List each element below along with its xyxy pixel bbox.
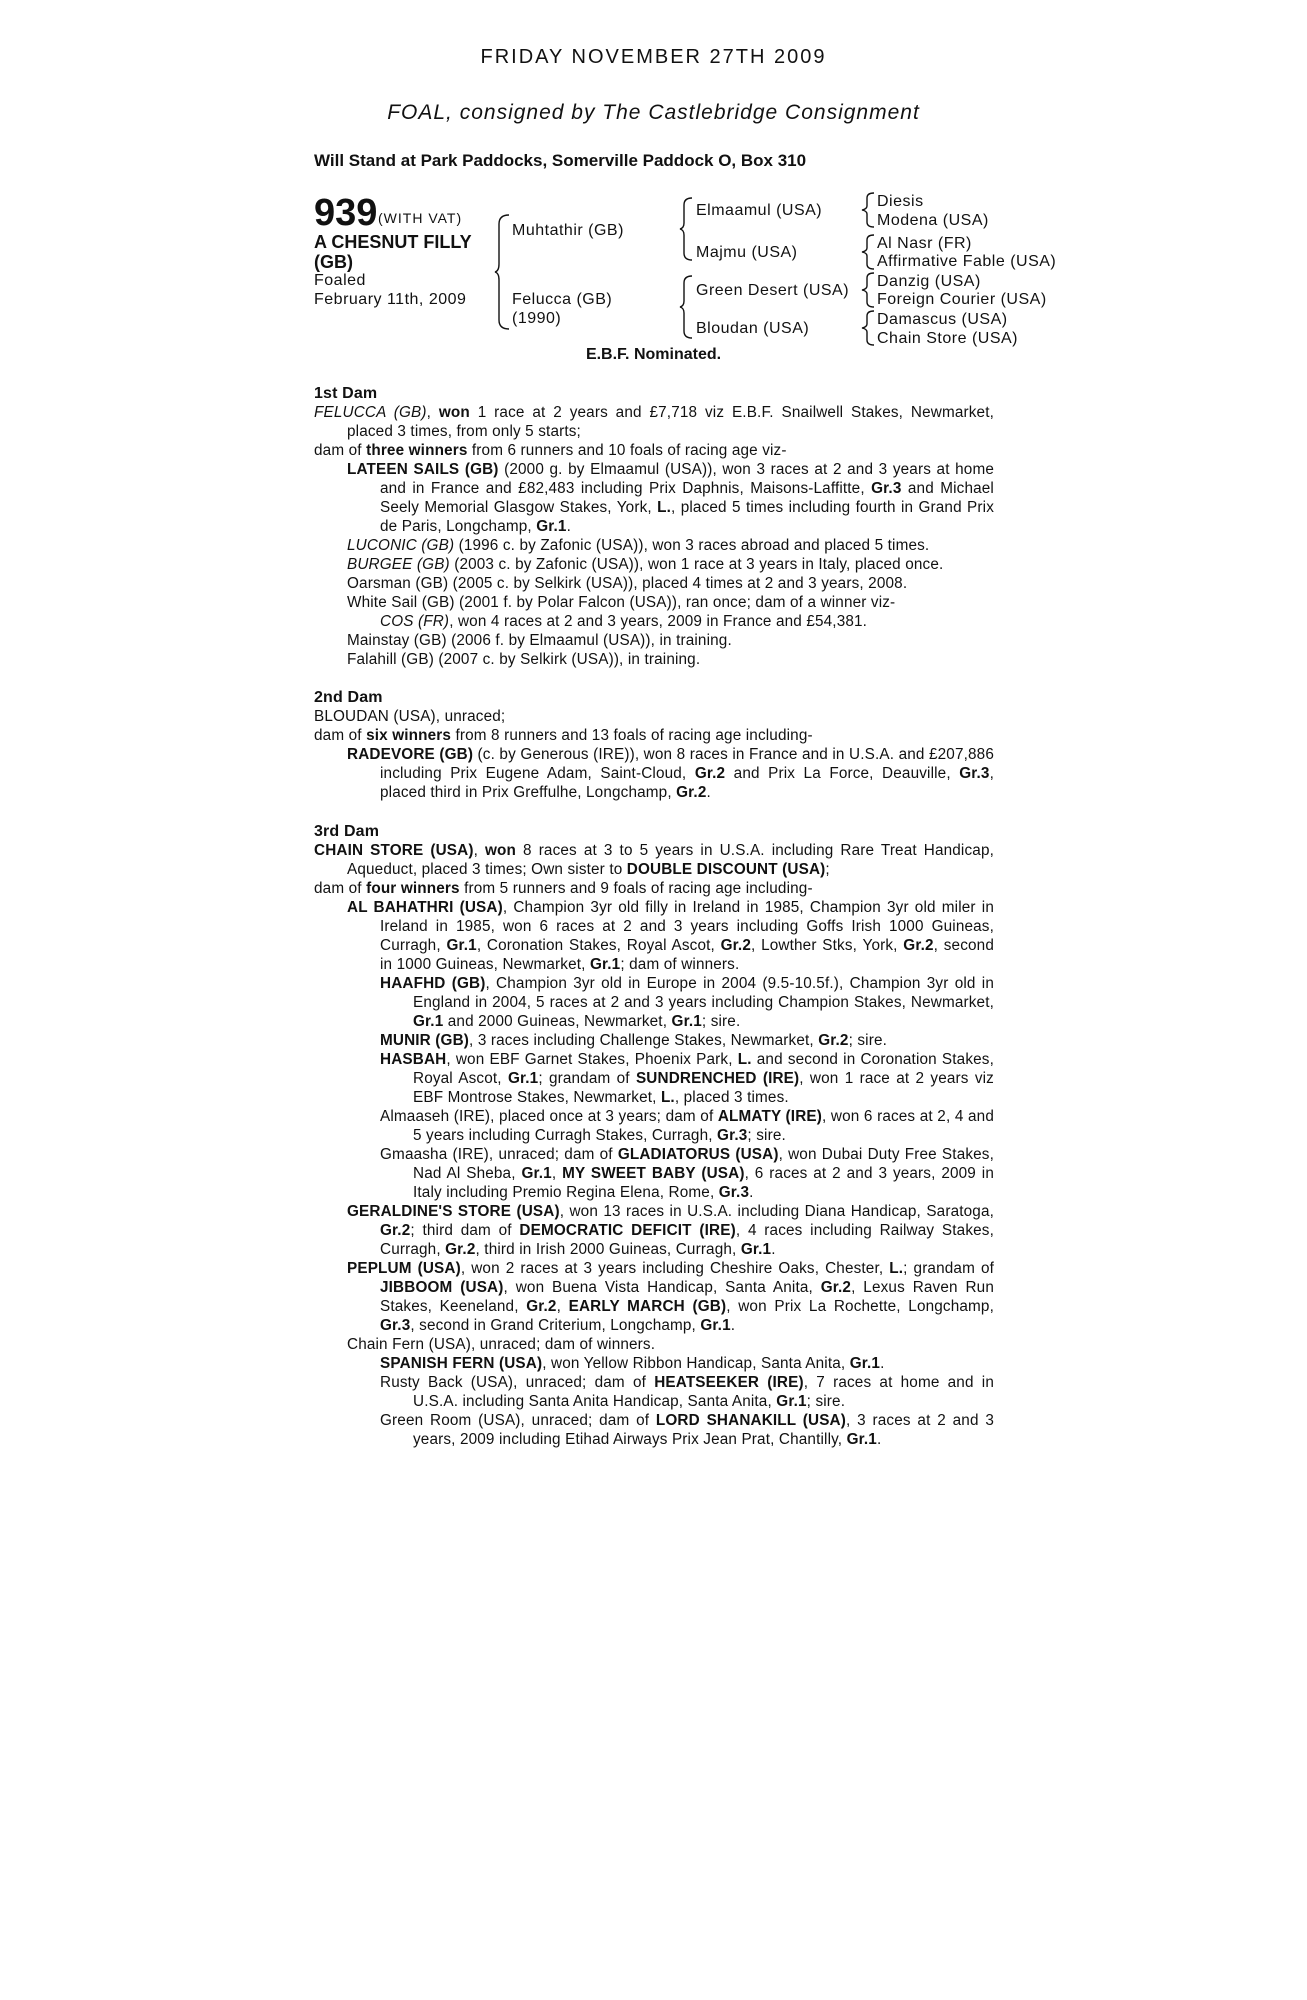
first-dam-heading: 1st Dam: [314, 385, 378, 402]
ancestor-ddd: Chain Store (USA): [877, 330, 1018, 347]
produce-haafhd: HAAFHD (GB), Champion 3yr old in Europe in 2004 (9.5-10.5f.), Champion 3yr old in England in 2004, 5 races at 2 and 3 years including Champion Stakes, Newmarket, Gr.1 and 2000 Guineas, Newmarket, Gr.1; sire.: [380, 975, 994, 1030]
produce-munir: MUNIR (GB), 3 races including Challenge Stakes, Newmarket, Gr.2; sire.: [380, 1032, 888, 1049]
produce-radevore: RADEVORE (GB) (c. by Generous (IRE)), won 8 races in France and in U.S.A. and £207,886 including Prix Eugene Adam, Saint-Cloud, Gr.2 and Prix La Force, Deauville, Gr.3, placed third in Prix Greffulhe, Longchamp, Gr.2.: [347, 746, 994, 801]
dam-sire: Green Desert (USA): [696, 282, 850, 299]
ancestor-sdd: Affirmative Fable (USA): [877, 253, 1057, 270]
first-dam-produce: dam of three winners from 6 runners and 10 foals of racing age viz-: [314, 442, 787, 459]
third-dam-record: CHAIN STORE (USA), won 8 races at 3 to 5 years in U.S.A. including Rare Treat Handicap, Aqueduct, placed 3 times; Own sister to DOUBLE DISCOUNT (USA);: [314, 842, 994, 878]
produce-hasbah: HASBAH, won EBF Garnet Stakes, Phoenix Park, L. and second in Coronation Stakes, Royal Ascot, Gr.1; grandam of SUNDRENCHED (IRE), won 1 race at 2 years viz EBF Montrose Stakes, Newmarket, L., placed 3 times.: [380, 1051, 994, 1106]
first-dam-record: FELUCCA (GB), won 1 race at 2 years and £7,718 viz E.B.F. Snailwell Stakes, Newmarket, placed 3 times, from only 5 starts;: [314, 404, 994, 440]
produce-almaaseh: Almaaseh (IRE), placed once at 3 years; dam of ALMATY (IRE), won 6 races at 2, 4 and 5 years including Curragh Stakes, Curragh, Gr.3; sire.: [380, 1108, 994, 1144]
ancestor-ssd: Modena (USA): [877, 212, 989, 229]
produce-cos: COS (FR), won 4 races at 2 and 3 years, 2009 in France and £54,381.: [380, 613, 868, 630]
consignor-line: FOAL, consigned by The Castlebridge Consignment: [387, 101, 920, 124]
sire-name: Muhtathir (GB): [512, 222, 624, 239]
produce-luconic: LUCONIC (GB) (1996 c. by Zafonic (USA)), won 3 races abroad and placed 5 times.: [347, 537, 930, 554]
produce-al-bahathri: AL BAHATHRI (USA), Champion 3yr old filly in Ireland in 1985, Champion 3yr old miler in Ireland in 1985, won 6 races at 2 and 3 years including Goffs Irish 1000 Guineas, Curragh, Gr.1, Coronation Stakes, Royal Ascot, Gr.2, Lowther Stks, York, Gr.2, second in 1000 Guineas, Newmarket, Gr.1; dam of winners.: [347, 899, 995, 973]
sale-date: FRIDAY NOVEMBER 27TH 2009: [480, 46, 827, 68]
lot-number: 939: [314, 192, 378, 234]
sire-sire: Elmaamul (USA): [696, 202, 823, 219]
second-dam-produce: dam of six winners from 8 runners and 13 foals of racing age including-: [314, 727, 813, 744]
third-dam-heading: 3rd Dam: [314, 823, 380, 840]
produce-mainstay: Mainstay (GB) (2006 f. by Elmaamul (USA)), in training.: [347, 632, 732, 649]
produce-chain-fern: Chain Fern (USA), unraced; dam of winners.: [347, 1336, 656, 1353]
produce-white-sail: White Sail (GB) (2001 f. by Polar Falcon (USA)), ran once; dam of a winner viz-: [347, 594, 896, 611]
pedigree-bracket-dam: [680, 275, 694, 339]
produce-burgee: BURGEE (GB) (2003 c. by Zafonic (USA)), won 1 race at 3 years in Italy, placed once.: [347, 556, 944, 573]
ancestor-dsd: Foreign Courier (USA): [877, 291, 1047, 308]
produce-falahill: Falahill (GB) (2007 c. by Selkirk (USA)), in training.: [347, 651, 701, 668]
pedigree-bracket-sire: [680, 197, 694, 261]
ancestor-sds: Al Nasr (FR): [877, 235, 972, 252]
stand-location: Will Stand at Park Paddocks, Somerville Paddock O, Box 310: [314, 151, 807, 170]
dam-dam: Bloudan (USA): [696, 320, 810, 337]
sire-dam: Majmu (USA): [696, 244, 798, 261]
vat-note: (WITH VAT): [378, 210, 463, 226]
ancestor-sss: Diesis: [877, 193, 924, 210]
second-dam-record: BLOUDAN (USA), unraced;: [314, 708, 506, 725]
produce-lateen-sails: LATEEN SAILS (GB) (2000 g. by Elmaamul (USA)), won 3 races at 2 and 3 years at home and in France and £82,483 including Prix Daphnis, Maisons-Laffitte, Gr.3 and Michael Seely Memorial Glasgow Stakes, York, L., placed 5 times including fourth in Grand Prix de Paris, Longchamp, Gr.1.: [347, 461, 994, 535]
dam-name: Felucca (GB): [512, 291, 613, 308]
produce-gmaasha: Gmaasha (IRE), unraced; dam of GLADIATORUS (USA), won Dubai Duty Free Stakes, Nad Al Sheba, Gr.1, MY SWEET BABY (USA), 6 races at 2 and 3 years, 2009 in Italy including Premio Regina Elena, Rome, Gr.3.: [380, 1146, 995, 1201]
third-dam-section: [314, 822, 994, 1449]
first-dam-section: [314, 384, 994, 669]
produce-peplum: PEPLUM (USA), won 2 races at 3 years including Cheshire Oaks, Chester, L.; grandam of JIBBOOM (USA), won Buena Vista Handicap, Santa Anita, Gr.2, Lexus Raven Run Stakes, Keeneland, Gr.2, EARLY MARCH (GB), won Prix La Rochette, Longchamp, Gr.3, second in Grand Criterium, Longchamp, Gr.1.: [347, 1260, 994, 1334]
lot-description: A CHESNUT FILLY (GB): [314, 232, 472, 272]
pedigree-bracket-gen1: [495, 214, 511, 330]
third-dam-produce: dam of four winners from 5 runners and 9 foals of racing age including-: [314, 880, 813, 897]
pedigree-bracket-sd: [862, 234, 876, 270]
pedigree-bracket-dd: [862, 310, 876, 346]
produce-spanish-fern: SPANISH FERN (USA), won Yellow Ribbon Handicap, Santa Anita, Gr.1.: [380, 1355, 885, 1372]
produce-oarsman: Oarsman (GB) (2005 c. by Selkirk (USA)), placed 4 times at 2 and 3 years, 2008.: [347, 575, 908, 592]
pedigree-bracket-ds: [862, 272, 876, 308]
ancestor-dds: Damascus (USA): [877, 311, 1008, 328]
foaled-label: Foaled: [314, 272, 366, 289]
foaled-info: [314, 271, 466, 309]
second-dam-heading: 2nd Dam: [314, 689, 383, 706]
produce-green-room: Green Room (USA), unraced; dam of LORD SHANAKILL (USA), 3 races at 2 and 3 years, 2009 including Etihad Airways Prix Jean Prat, Chantilly, Gr.1.: [380, 1412, 994, 1448]
second-dam-section: [314, 688, 994, 802]
ebf-nomination: E.B.F. Nominated.: [585, 346, 722, 363]
foaled-date: February 11th, 2009: [314, 291, 467, 308]
produce-geraldines-store: GERALDINE'S STORE (USA), won 13 races in U.S.A. including Diana Handicap, Saratoga, Gr.2; third dam of DEMOCRATIC DEFICIT (IRE), 4 races including Railway Stakes, Curragh, Gr.2, third in Irish 2000 Guineas, Curragh, Gr.1.: [347, 1203, 994, 1258]
ancestor-dss: Danzig (USA): [877, 273, 981, 290]
dam-year: (1990): [512, 310, 562, 327]
produce-rusty-back: Rusty Back (USA), unraced; dam of HEATSEEKER (IRE), 7 races at home and in U.S.A. including Santa Anita Handicap, Santa Anita, Gr.1; sire.: [380, 1374, 994, 1410]
pedigree-bracket-ss: [862, 192, 876, 228]
